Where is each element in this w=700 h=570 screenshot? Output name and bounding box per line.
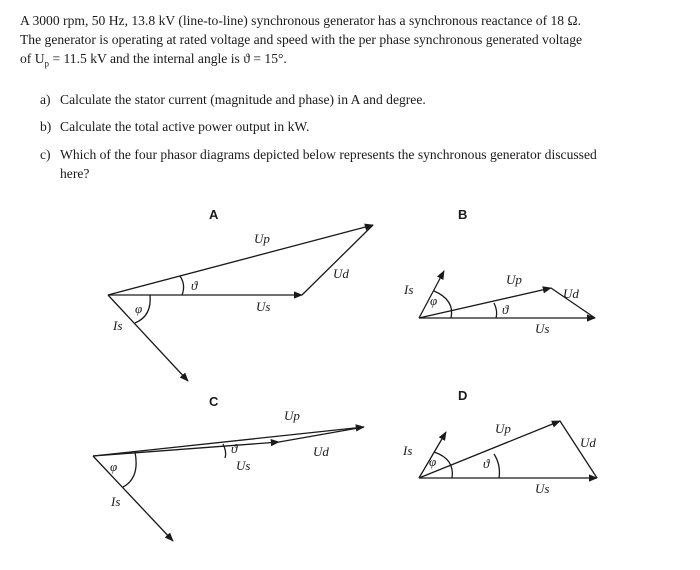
diagram-letter: A <box>209 207 219 222</box>
theta-label: ϑ <box>191 278 198 293</box>
phi-label: φ <box>110 459 118 474</box>
problem-line-2: The generator is operating at rated voltage and speed with the per phase synchronous generated voltage <box>20 32 583 47</box>
phasor-diagram-b <box>403 207 595 336</box>
is-phasor <box>93 456 173 541</box>
phasor-diagram-d <box>402 388 597 496</box>
theta-arc <box>494 454 499 478</box>
up-label: Up <box>284 408 300 423</box>
us-label: Us <box>535 481 550 496</box>
theta-arc <box>494 303 497 318</box>
ud-label: Ud <box>580 435 596 450</box>
phasor-diagram-c <box>93 394 364 541</box>
us-label: Us <box>236 458 251 473</box>
ud-label: Ud <box>313 444 329 459</box>
question-label: c) <box>40 147 51 162</box>
ud-label: Ud <box>333 266 349 281</box>
diagram-letter: C <box>209 394 219 409</box>
up-phasor <box>108 225 373 295</box>
question-text: Calculate the stator current (magnitude and phase) in A and degree. <box>60 92 426 107</box>
phi-label: φ <box>429 454 437 469</box>
theta-label: ϑ <box>231 441 238 456</box>
us-phasor <box>93 442 279 456</box>
problem-line-3: of $U_p = 11.5$ kV and the internal angle is ϑ = 15°. <box>20 51 287 69</box>
phasor-diagram-a <box>108 207 373 381</box>
is-label: Is <box>111 494 121 509</box>
us-label: Us <box>535 321 550 336</box>
question-text: Calculate the total active power output in kW. <box>60 119 310 134</box>
question-text-cont: here? <box>60 166 90 181</box>
up-phasor <box>419 421 560 478</box>
diagram-letter: D <box>458 388 468 403</box>
is-label: Is <box>113 318 123 333</box>
is-label: Is <box>404 282 414 297</box>
phi-arc <box>123 452 136 487</box>
up-phasor <box>419 288 551 318</box>
is-phasor <box>108 295 188 381</box>
theta-arc <box>180 276 184 295</box>
problem-line-1: A 3000 rpm, 50 Hz, 13.8 kV (line-to-line) synchronous generator has a synchronous reactance of 18 Ω. <box>20 13 582 28</box>
up-label: Up <box>506 272 522 287</box>
us-label: Us <box>256 299 271 314</box>
theta-label: ϑ <box>483 456 490 471</box>
question-label: a) <box>40 92 51 107</box>
question-label: b) <box>40 119 52 134</box>
phi-label: φ <box>135 301 143 316</box>
up-label: Up <box>495 421 511 436</box>
ud-phasor <box>302 225 373 295</box>
ud-label: Ud <box>563 286 579 301</box>
up-label: Up <box>254 231 270 246</box>
diagram-letter: B <box>458 207 468 222</box>
question-text: Which of the four phasor diagrams depicted below represents the synchronous generator discussed <box>60 147 597 162</box>
phi-label: φ <box>430 293 438 308</box>
is-label: Is <box>403 443 413 458</box>
theta-label: ϑ <box>502 302 509 317</box>
